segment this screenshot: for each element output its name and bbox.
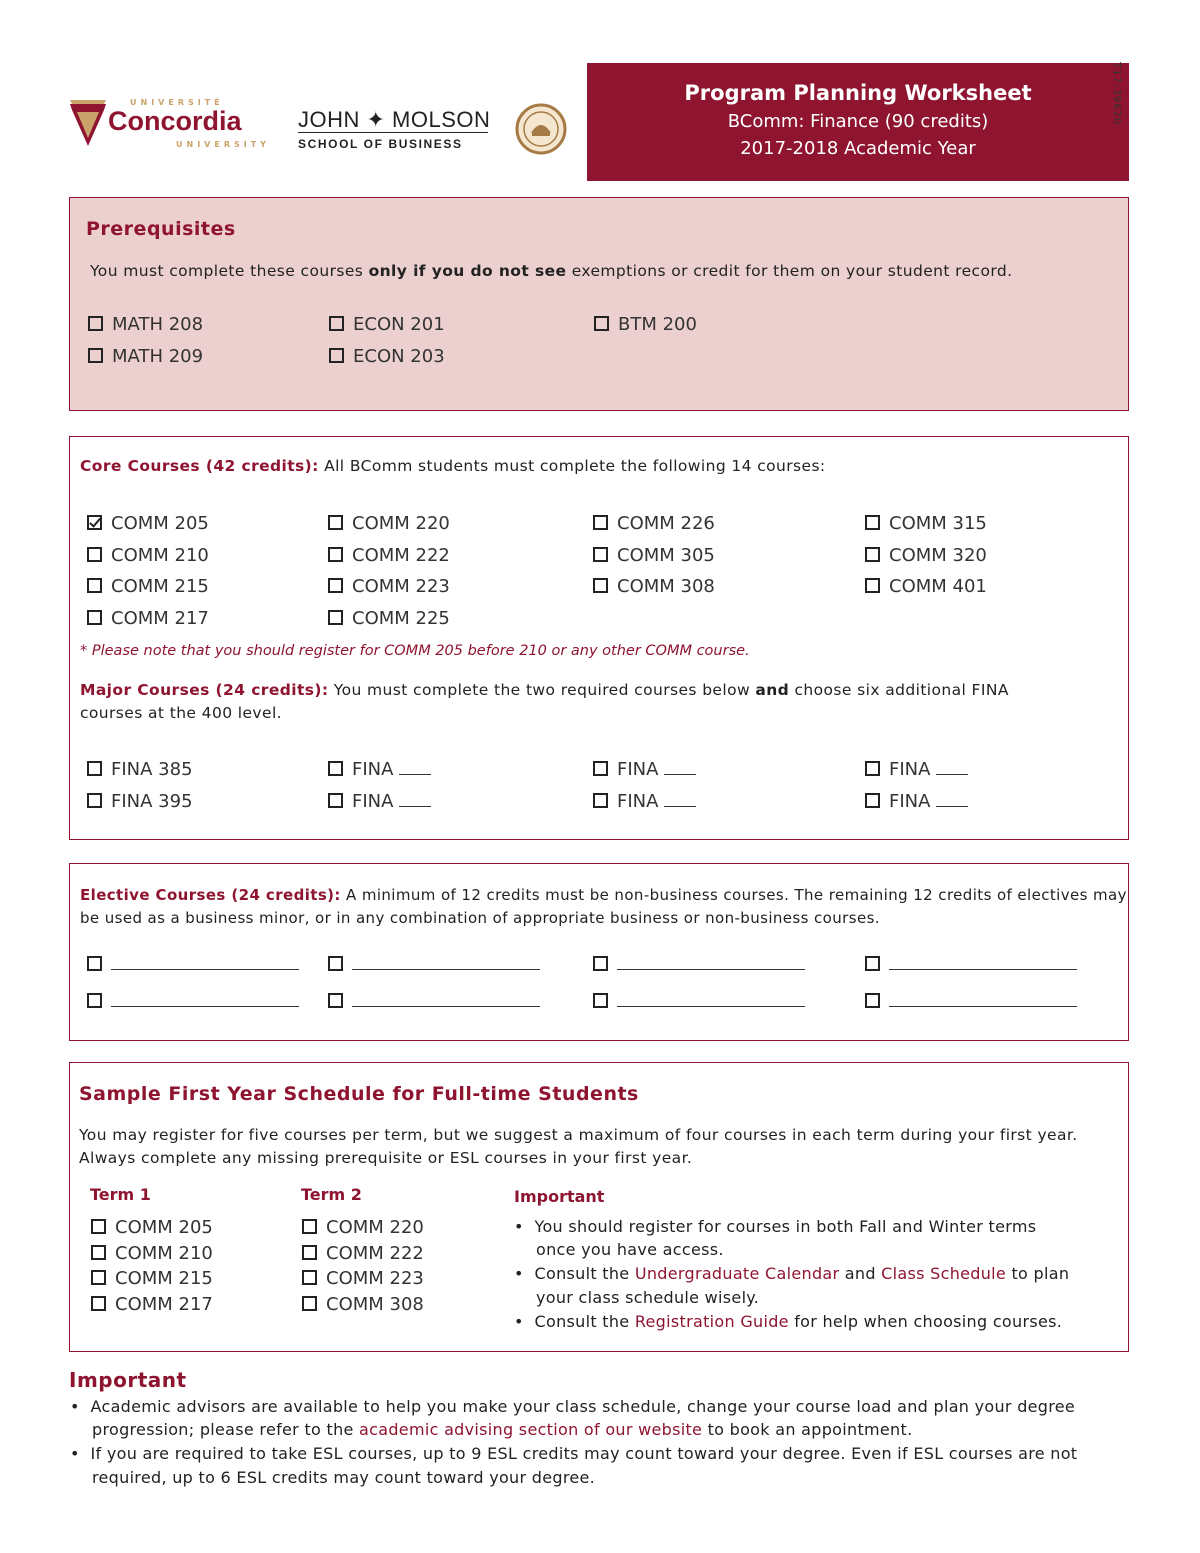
term1-heading: Term 1 [90, 1185, 151, 1204]
sample-important-heading: Important [514, 1187, 605, 1206]
checkbox-item[interactable]: COMM 220 [302, 1217, 424, 1238]
checkbox-item[interactable]: COMM 205 [91, 1217, 213, 1238]
checkbox-icon[interactable] [865, 547, 880, 562]
checkbox-icon[interactable] [328, 956, 343, 971]
checkbox-icon[interactable] [328, 610, 343, 625]
fina-blank-item[interactable]: FINA [865, 759, 968, 780]
checkbox-icon[interactable] [593, 515, 608, 530]
checkbox-icon[interactable] [91, 1219, 106, 1234]
checkbox-icon[interactable] [91, 1270, 106, 1285]
sample-schedule-heading: Sample First Year Schedule for Full-time Students [79, 1083, 639, 1105]
checkbox-icon[interactable] [593, 793, 608, 808]
jmsb-logo [298, 107, 491, 151]
checkbox-icon[interactable] [865, 578, 880, 593]
list-item-continuation: your class schedule wisely. [536, 1288, 760, 1307]
elective-blank-item[interactable] [328, 954, 540, 975]
elective-blank-item[interactable] [87, 954, 299, 975]
blank-line[interactable] [889, 969, 1077, 970]
checkbox-item[interactable]: ECON 203 [329, 346, 445, 367]
title-box [587, 63, 1129, 181]
checkbox-item[interactable]: COMM 223 [328, 576, 450, 597]
checkbox-item[interactable]: COMM 215 [91, 1268, 213, 1289]
prerequisites-heading: Prerequisites [86, 218, 236, 240]
elective-blank-item[interactable] [865, 954, 1077, 975]
list-item: • Consult the Registration Guide for help when choosing courses. [514, 1312, 1063, 1331]
checkbox-icon[interactable] [87, 793, 102, 808]
checkbox-icon[interactable] [328, 761, 343, 776]
academic-year: 2017-2018 Academic Year [740, 138, 976, 159]
term2-heading: Term 2 [301, 1185, 362, 1204]
checkbox-item[interactable]: COMM 223 [302, 1268, 424, 1289]
seal-icon [515, 103, 567, 155]
blank-line[interactable] [399, 774, 431, 775]
checkbox-icon[interactable] [87, 956, 102, 971]
university-small-bottom: UNIVERSITY [176, 140, 270, 149]
checkbox-item[interactable]: COMM 215 [87, 576, 209, 597]
checkbox-icon[interactable] [865, 793, 880, 808]
checkbox-item[interactable]: COMM 315 [865, 513, 987, 534]
sample-intro-line1: You may register for five courses per term, but we suggest a maximum of four courses in each term during your first year. [79, 1126, 1078, 1144]
fina-blank-item[interactable]: FINA [865, 791, 968, 812]
fina-blank-item[interactable]: FINA [328, 759, 431, 780]
elective-panel [69, 863, 1129, 1041]
checkbox-icon[interactable] [593, 578, 608, 593]
checkbox-item[interactable]: COMM 401 [865, 576, 987, 597]
checkbox-item[interactable]: MATH 209 [88, 346, 203, 367]
checkbox-icon[interactable] [865, 956, 880, 971]
major-courses-description: Major Courses (24 credits): You must complete the two required courses below and choose six additional FINA [80, 681, 1009, 699]
blank-line[interactable] [352, 969, 540, 970]
list-item: • If you are required to take ESL courses, up to 9 ESL credits may count toward your degree. Even if ESL courses are not [70, 1444, 1078, 1463]
checkbox-item[interactable]: COMM 308 [593, 576, 715, 597]
checkbox-icon[interactable] [593, 993, 608, 1008]
checkbox-item[interactable]: FINA 395 [87, 791, 193, 812]
seal-logo [515, 103, 567, 155]
elective-description: Elective Courses (24 credits): A minimum of 12 credits must be non-business courses. The remaining 12 credits of electives may [80, 886, 1127, 904]
checkbox-item[interactable]: COMM 305 [593, 545, 715, 566]
checkbox-icon[interactable] [87, 761, 102, 776]
checkbox-item[interactable]: COMM 222 [328, 545, 450, 566]
fina-blank-item[interactable]: FINA [593, 791, 696, 812]
checkbox-item[interactable]: COMM 226 [593, 513, 715, 534]
checkbox-item[interactable]: BTM 200 [594, 314, 697, 335]
elective-blank-item[interactable] [593, 954, 805, 975]
checkbox-item[interactable]: COMM 320 [865, 545, 987, 566]
sample-intro-line2: Always complete any missing prerequisite or ESL courses in your first year. [79, 1149, 693, 1167]
core-note: * Please note that you should register for COMM 205 before 210 or any other COMM course. [80, 643, 750, 659]
checkbox-icon[interactable] [88, 316, 103, 331]
list-item-continuation: once you have access. [536, 1240, 724, 1259]
concordia-logo [68, 98, 273, 154]
checkbox-icon[interactable] [329, 316, 344, 331]
university-small-top: UNIVERSITÉ [130, 98, 224, 107]
core-major-panel [69, 436, 1129, 840]
checkbox-icon[interactable] [328, 993, 343, 1008]
checkbox-item[interactable]: COMM 210 [91, 1243, 213, 1264]
checkbox-icon[interactable] [88, 348, 103, 363]
checkbox-icon[interactable] [329, 348, 344, 363]
checkbox-icon[interactable] [328, 515, 343, 530]
program-name: BComm: Finance (90 credits) [727, 111, 989, 132]
document-code: T17-39620 [1111, 62, 1122, 126]
checkbox-item[interactable]: COMM 205 [87, 513, 209, 534]
prerequisites-panel [69, 197, 1129, 411]
page-title: Program Planning Worksheet [684, 81, 1032, 105]
university-name: Concordia [108, 106, 242, 136]
undergraduate-calendar-link[interactable]: Undergraduate Calendar [634, 1264, 840, 1283]
checkbox-item[interactable]: MATH 208 [88, 314, 203, 335]
class-schedule-link[interactable]: Class Schedule [881, 1264, 1007, 1283]
list-item-continuation: required, up to 6 ESL credits may count toward your degree. [92, 1468, 596, 1487]
checkbox-icon[interactable] [87, 578, 102, 593]
checkbox-item[interactable]: ECON 201 [329, 314, 445, 335]
checkbox-icon[interactable] [328, 547, 343, 562]
registration-guide-link[interactable]: Registration Guide [634, 1312, 789, 1331]
blank-line[interactable] [617, 969, 805, 970]
checkbox-icon[interactable] [302, 1296, 317, 1311]
checkbox-icon[interactable] [865, 761, 880, 776]
elective-description-line2: be used as a business minor, or in any combination of appropriate business or non-business courses. [80, 909, 880, 927]
important-heading: Important [69, 1368, 187, 1392]
checkbox-item[interactable]: COMM 220 [328, 513, 450, 534]
elective-blank-item[interactable] [593, 991, 805, 1012]
blank-line[interactable] [936, 806, 968, 807]
elective-blank-item[interactable] [87, 991, 299, 1012]
checkbox-icon[interactable] [593, 761, 608, 776]
checkbox-icon[interactable] [91, 1245, 106, 1260]
checkbox-icon[interactable] [328, 793, 343, 808]
checkbox-icon[interactable] [87, 610, 102, 625]
blank-line[interactable] [399, 806, 431, 807]
blank-line[interactable] [111, 1006, 299, 1007]
list-item: • Consult the Undergraduate Calendar and Class Schedule to plan [514, 1264, 1070, 1283]
fina-blank-item[interactable]: FINA [593, 759, 696, 780]
checkbox-icon[interactable] [302, 1219, 317, 1234]
list-item-continuation: progression; please refer to the academic advising section of our website to book an appointment. [92, 1420, 913, 1439]
checked-checkbox-icon[interactable] [87, 515, 102, 530]
checkbox-icon[interactable] [91, 1296, 106, 1311]
academic-advising-link[interactable]: academic advising section of our website [359, 1420, 703, 1439]
checkbox-icon[interactable] [593, 547, 608, 562]
school-name-line2: SCHOOL OF BUSINESS [298, 137, 463, 151]
elective-blank-item[interactable] [328, 991, 540, 1012]
checkbox-item[interactable]: COMM 210 [87, 545, 209, 566]
blank-line[interactable] [936, 774, 968, 775]
checkbox-icon[interactable] [865, 993, 880, 1008]
blank-line[interactable] [889, 1006, 1077, 1007]
checkbox-item[interactable]: COMM 222 [302, 1243, 424, 1264]
blank-line[interactable] [664, 806, 696, 807]
core-courses-description: Core Courses (42 credits): All BComm students must complete the following 14 courses: [80, 457, 826, 475]
checkbox-item[interactable]: COMM 217 [91, 1294, 213, 1315]
elective-blank-item[interactable] [865, 991, 1077, 1012]
checkbox-item[interactable]: COMM 308 [302, 1294, 424, 1315]
blank-line[interactable] [664, 774, 696, 775]
prerequisites-intro: You must complete these courses only if you do not see exemptions or credit for them on your student record. [90, 262, 1013, 280]
checkbox-item[interactable]: COMM 217 [87, 608, 209, 629]
school-name-line1: JOHN ✦ MOLSON [298, 107, 491, 132]
checkbox-item[interactable]: COMM 225 [328, 608, 450, 629]
sample-schedule-panel [69, 1062, 1129, 1352]
checkbox-icon[interactable] [865, 515, 880, 530]
list-item: • You should register for courses in both Fall and Winter terms [514, 1217, 1037, 1236]
checkbox-icon[interactable] [302, 1245, 317, 1260]
blank-line[interactable] [617, 1006, 805, 1007]
checkbox-icon[interactable] [302, 1270, 317, 1285]
checkbox-icon[interactable] [87, 993, 102, 1008]
blank-line[interactable] [111, 969, 299, 970]
checkbox-icon[interactable] [594, 316, 609, 331]
checkbox-icon[interactable] [593, 956, 608, 971]
fina-blank-item[interactable]: FINA [328, 791, 431, 812]
major-courses-description-line2: courses at the 400 level. [80, 704, 282, 722]
blank-line[interactable] [352, 1006, 540, 1007]
list-item: • Academic advisors are available to help you make your class schedule, change your course load and plan your degree [70, 1397, 1076, 1416]
checkbox-item[interactable]: FINA 385 [87, 759, 193, 780]
concordia-shield-icon [68, 100, 108, 150]
checkbox-icon[interactable] [328, 578, 343, 593]
checkbox-icon[interactable] [87, 547, 102, 562]
